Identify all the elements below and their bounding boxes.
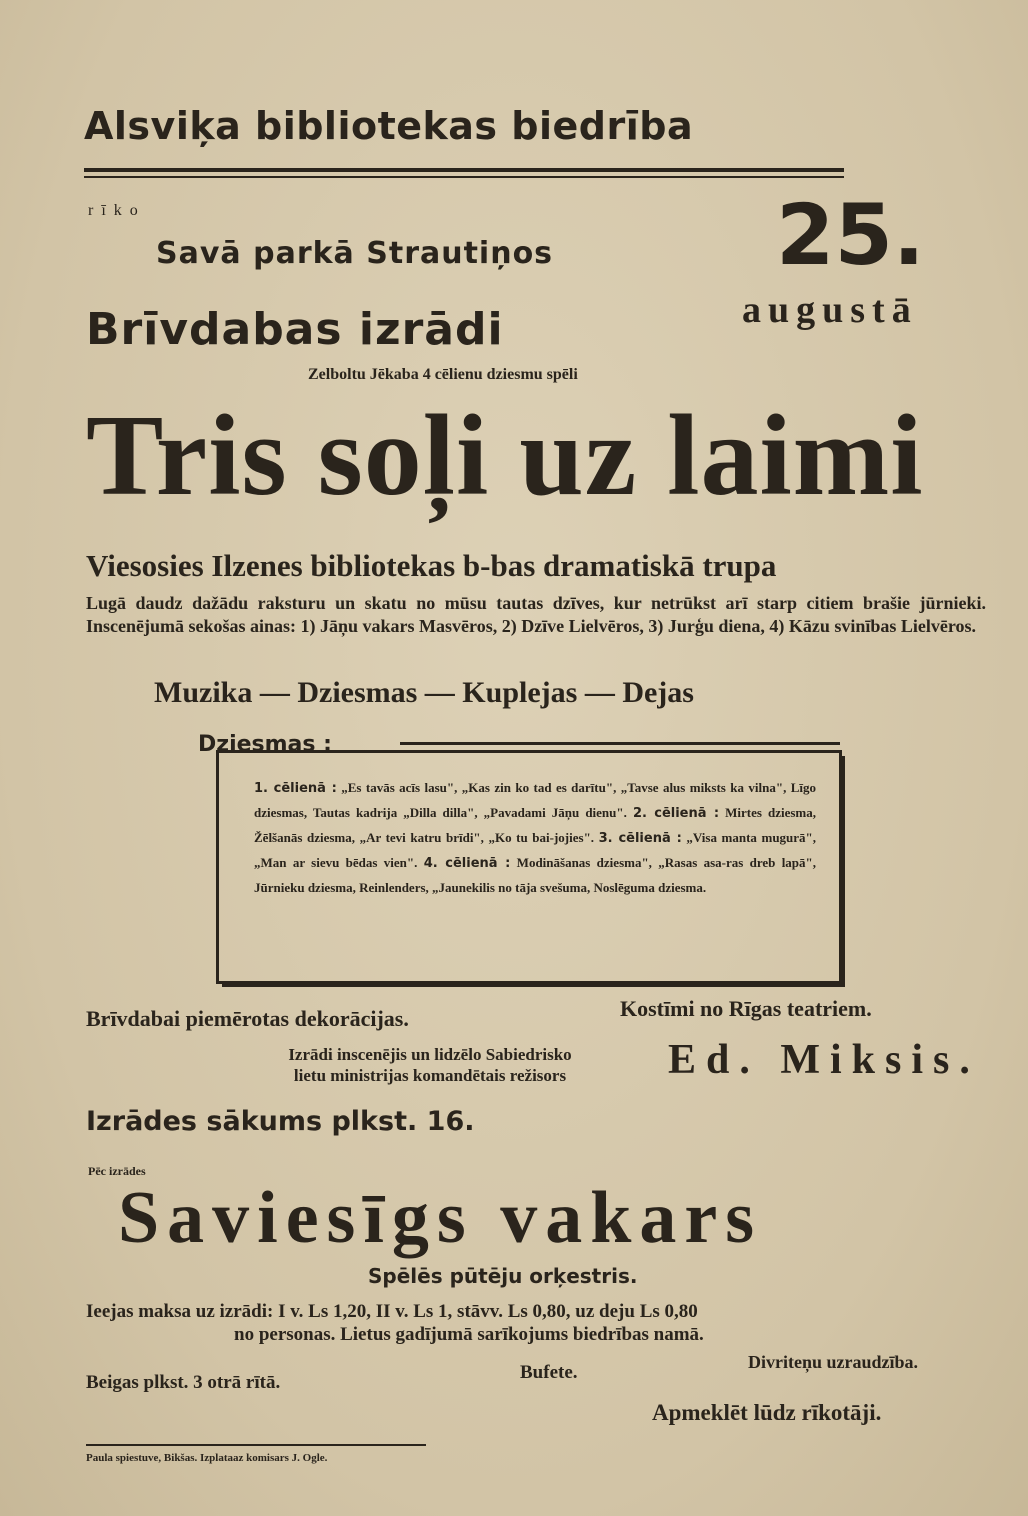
songs-label: Dziesmas :	[198, 732, 332, 757]
decorations-note: Brīvdabai piemērotas dekorācijas.	[86, 1006, 409, 1031]
header-rule-thick	[84, 168, 844, 172]
bike-watch-note: Divriteņu uzraudzība.	[748, 1352, 919, 1372]
end-time: Beigas plkst. 3 otrā rītā.	[86, 1372, 281, 1393]
act3-songs: „Visa manta mugurā", „Man ar sievu bēdas vien".	[254, 830, 817, 870]
organizes-label: rīko	[88, 202, 146, 219]
music-line: Muzika — Dziesmas — Kuplejas — Dejas	[154, 676, 694, 709]
start-time: Izrādes sākums plkst. 16.	[86, 1106, 475, 1137]
fees-line-2: no personas. Lietus gadījumā sarīkojums biedrības namā.	[234, 1324, 704, 1345]
social-evening-title: Saviesīgs vakars	[118, 1177, 763, 1259]
act2-songs: Mirtes dziesma, Žēlšanās dziesma, „Ar tevi katru brīdi", „Ko tu bai-jojies".	[254, 805, 817, 845]
performance-type: Brīvdabas izrādi	[86, 304, 504, 355]
act2-label: 2. cēlienā :	[632, 806, 720, 821]
organization-title: Alsviķa bibliotekas biedrība	[84, 104, 694, 148]
event-place: Savā parkā Strautiņos	[156, 236, 554, 271]
costumes-note: Kostīmi no Rīgas teatriem.	[620, 996, 872, 1021]
after-label: Pēc izrādes	[88, 1164, 146, 1178]
welcome-note: Apmeklēt lūdz rīkotāji.	[652, 1400, 882, 1425]
songs-rule	[400, 742, 840, 745]
author-note: Zelboltu Jēkaba 4 cēlienu dziesmu spēli	[308, 366, 578, 383]
act1-songs: „Es tavās acīs lasu", „Kas zin ko tad es darītu", „Tavse alus miksts ka vilna", Līgo dziesmas, Tautas kadrija „Dilla dilla", „Pavadami Jāņu dienu".	[254, 780, 817, 820]
printer-line: Paula spiestuve, Bikšas. Izplataaz komisars J. Ogle.	[86, 1452, 328, 1464]
orchestra-note: Spēlēs pūtēju orķestris.	[368, 1264, 638, 1288]
play-description: Lugā daudz dažādu raksturu un skatu no mūsu tautas dzīves, kur netrūkst arī starp citiem brašie jūrnieki. Inscenējumā sekošas ainas: 1) Jāņu vakars Masvēros, 2) Dzīve Lielvēros, 3) Jurģu diena, 4) Kāzu svinības Lielvēros.	[86, 593, 986, 636]
fees-line-1: Ieejas maksa uz izrādi: I v. Ls 1,20, II v. Ls 1, stāvv. Ls 0,80, uz deju Ls 0,80	[86, 1301, 698, 1322]
songs-list	[254, 776, 816, 900]
header-rule-thin	[84, 176, 844, 178]
play-title: Tris soļi uz laimi	[86, 392, 924, 520]
event-day: 25.	[776, 186, 925, 284]
director-name: Ed. Miksis.	[668, 1037, 980, 1083]
act3-label: 3. cēlienā :	[598, 831, 682, 846]
act4-songs: Modināšanas dziesma", „Rasas asa-ras dreb lapā", Jūrnieku dziesma, Reinlenders, „Jaunekilis no tāja svešuma, Noslēguma dziesma.	[254, 855, 817, 895]
director-note	[210, 1044, 650, 1086]
event-month: augustā	[742, 289, 918, 331]
act4-label: 4. cēlienā :	[423, 856, 511, 871]
footer-rule	[86, 1444, 426, 1446]
director-note-line-1: Izrādi inscenējis un lidzēlo Sabiedrisko	[288, 1045, 572, 1064]
guest-troupe: Viesosies Ilzenes bibliotekas b-bas dramatiskā trupa	[86, 548, 777, 583]
admission-fees	[86, 1300, 988, 1346]
director-note-line-2: lietu ministrijas komandētais režisors	[293, 1066, 567, 1085]
buffet-note: Bufete.	[520, 1362, 578, 1383]
act1-label: 1. cēlienā :	[254, 781, 337, 796]
